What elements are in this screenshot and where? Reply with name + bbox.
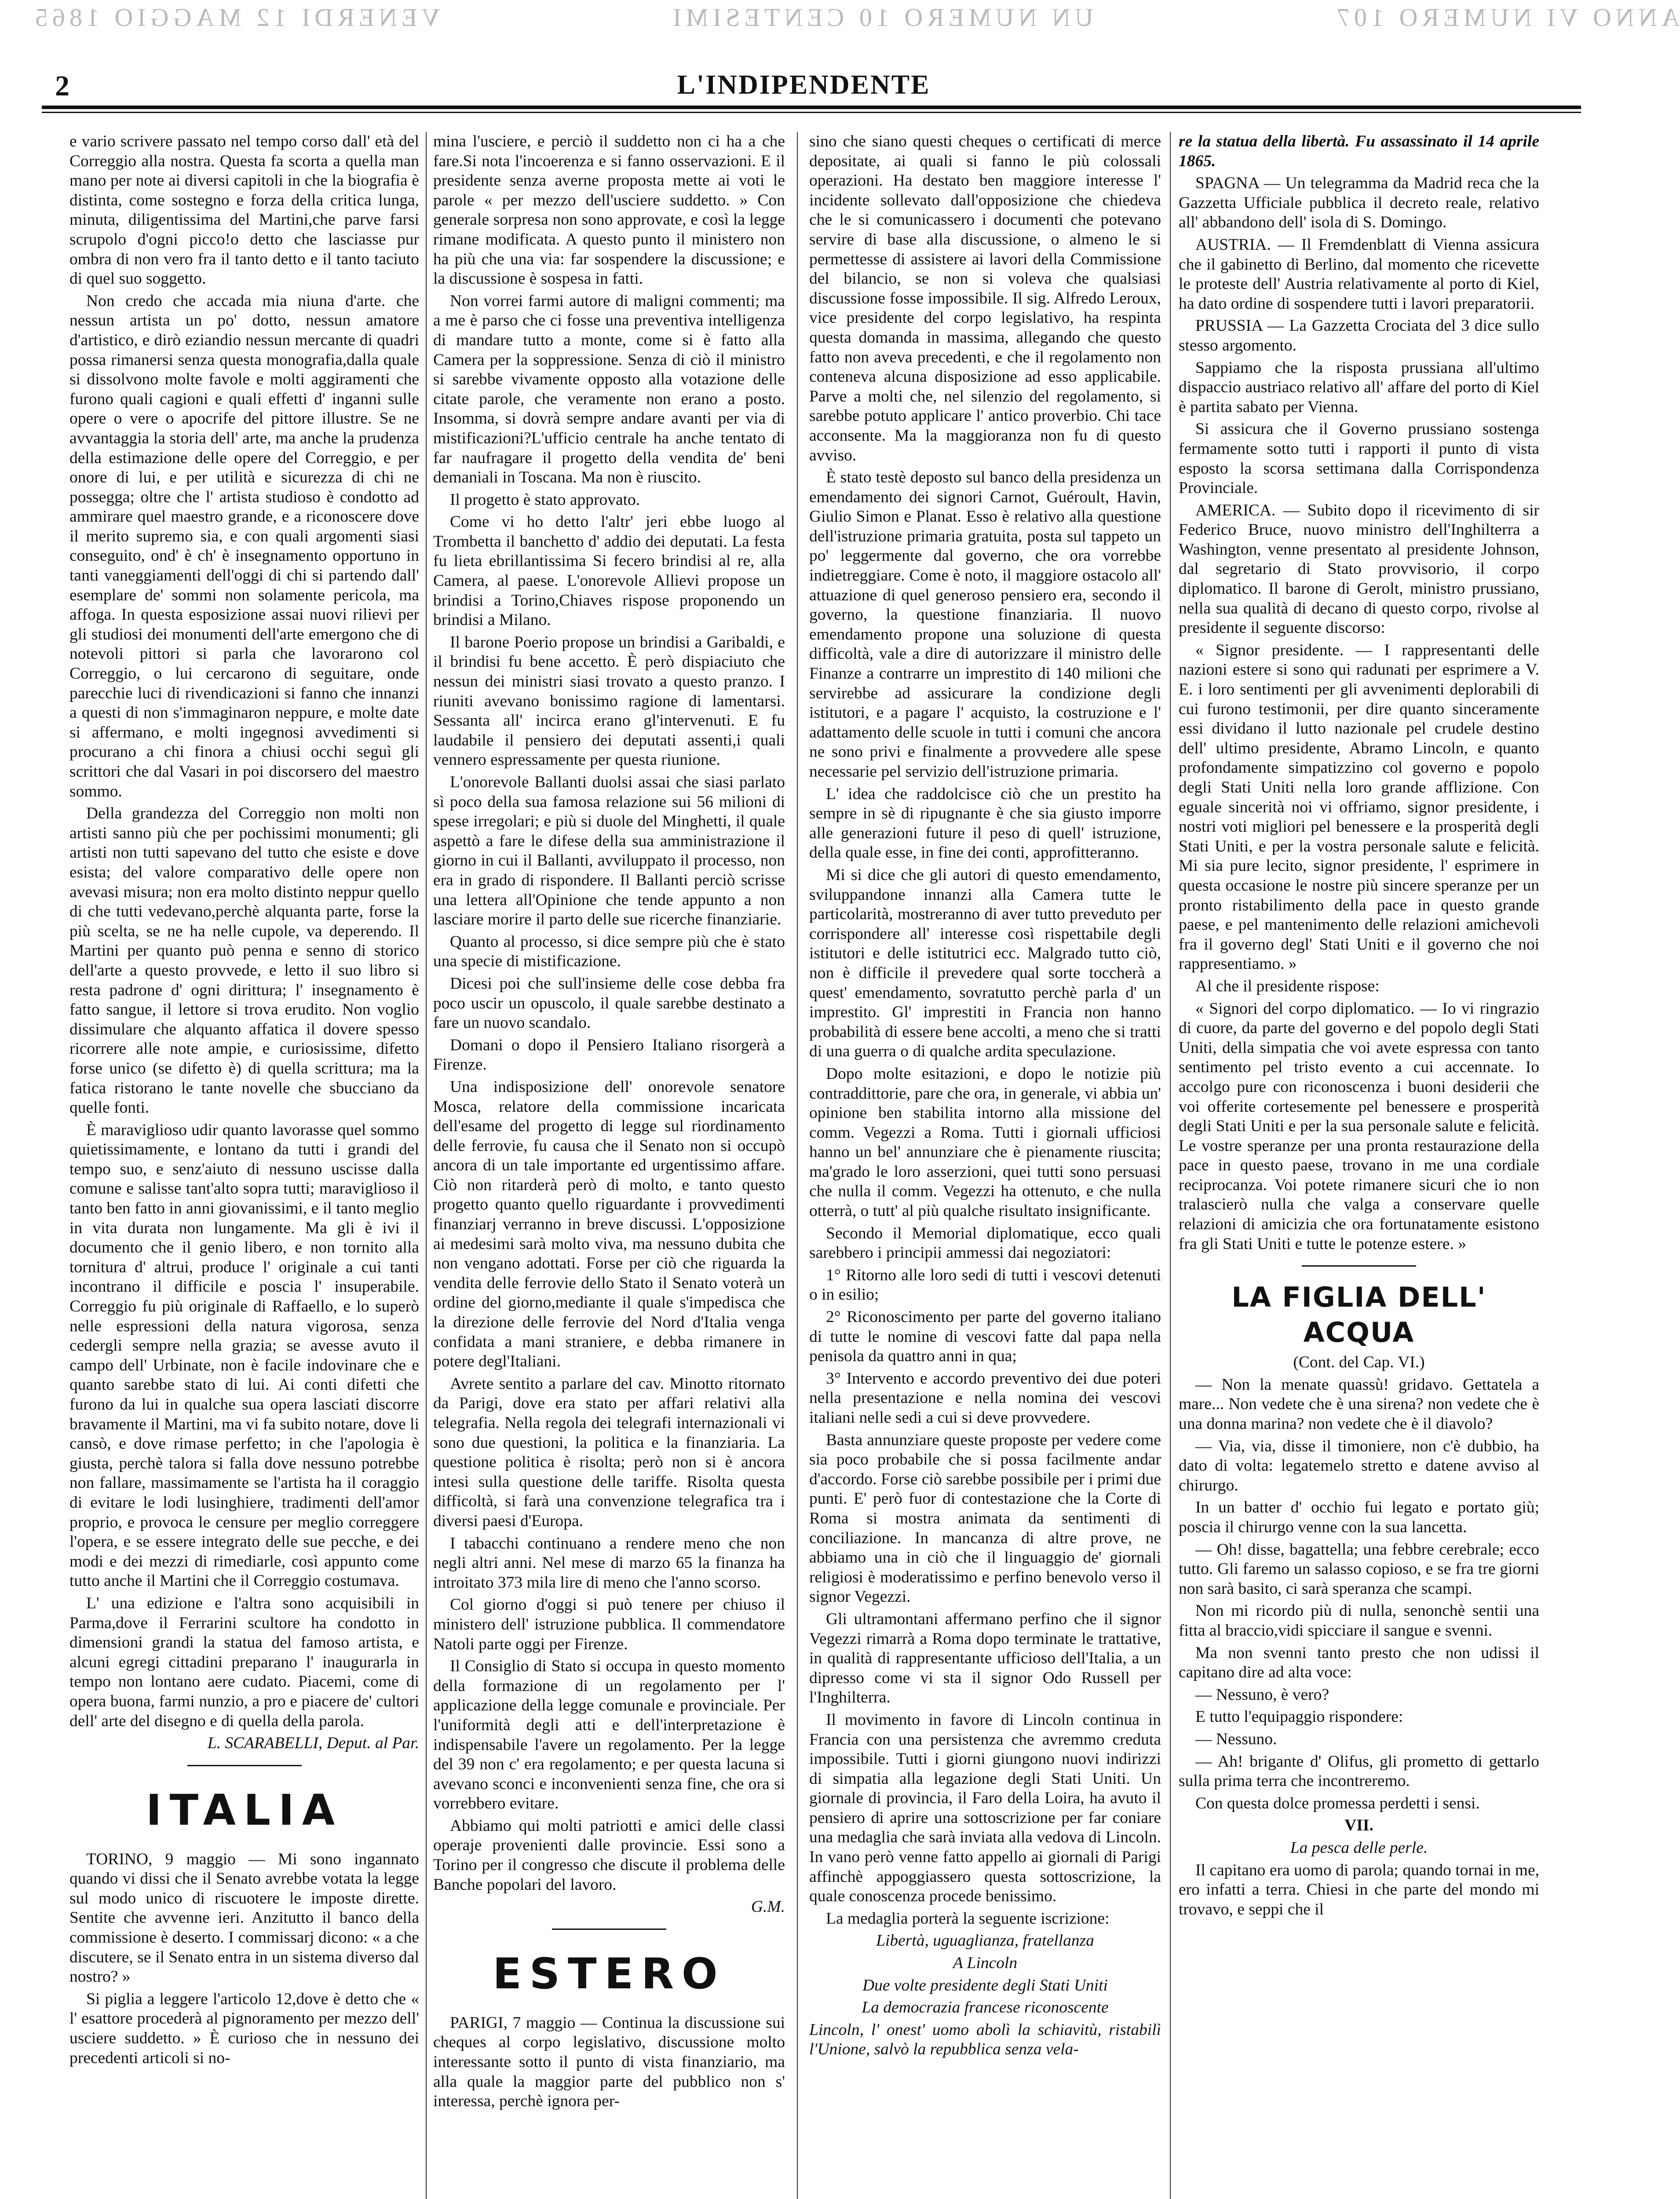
column-1 [69, 132, 419, 2199]
bleed-through-center: UN NUMERO 10 CENTESIMI [668, 3, 1093, 32]
paragraph: È maraviglioso udir quanto lavorasse quel sommo quietissimamente, e lontano da tutti i grandi del tempo suo, e senz'aiuto di nessuno uscisse dalla comune e salisse tant'alto sopra tutti; maraviglioso il tanto ben fatto in anni giovanissimi, e il tanto meglio in vita durata non lungamente. Ma gli è ivi il documento che il genio libero, e non tornito alla tornitura d' altrui, produce l' originale a cui tanti incontrano il difficile e poscia l' insuperabile. Correggio fu più originale di Raffaello, e lo superò nelle espressioni della natura vigorosa, senza cedergli sempre nella grazia; se avesse avuto il campo dell' Urbinate, non è facile indovinare che e quanto sarebbe stato di lui. Ai conti difetti che furono da lui in qualche sua opera lasciati discorre bravamente il Martini, ma vi fa subito notare, dove li cansò, e dove rimase perfetto; in che l'apologia è giusta, perchè talora si falla dove nessuno potrebbe non fallare, massimamente se l'artista ha il coraggio di evitare le lodi lusinghiere, tradimenti dell'amor proprio, e provoca le censure per meglio correggere l'opera, e se essere integrato delle sue pecche, e dei modi e dei mezzi di rimediarle, così appunto come tutto anche il Martini che il Correggio costumava. [69, 1121, 419, 1590]
inscription-line: Libertà, uguaglianza, fratellanza [876, 1932, 1094, 1950]
paragraph: Il capitano era uomo di parola; quando tornai in me, ero infatti a terra. Chiesi in che parte del mondo mi trovavo, e seppi che il [1179, 1861, 1539, 1918]
inscription-line: Due volte presidente degli Stati Uniti [862, 1976, 1108, 1994]
paragraph: « Signori del corpo diplomatico. — Io vi ringrazio di cuore, da parte del governo e del popolo degli Stati Uniti, della simpatia che voi avete espressa con tanto sentimento pel tristo evento a cui accennate. Io accolgo pure con riconoscenza i buoni desiderii che voi offerite cortesemente pel benessere e prosperità degli Stati Uniti e per la sua personale salute e felicità. Le vostre speranze per una pronta restaurazione della pace in questo paese, trovano in me una cordiale reciprocanza. Voi potete rimanere sicuri che io non tralascierò nulla che valga a conservare quelle relazioni di amicizia che ora fortunatamente esistono fra gli Stati Uniti e tutte le potenze estere. » [1179, 999, 1539, 1253]
column-4 [1179, 132, 1539, 2199]
paragraph: Una indisposizione dell' onorevole senatore Mosca, relatore della commissione incaricata dell'esame del progetto di legge sul riordinamento delle ferrovie, fu causa che il Senato non si occupò ancora di un tale importante ed urgentissimo affare. Ciò non ritarderà però di molto, e tanto questo progetto quanto quello riguardante i provvedimenti finanziarj verranno in breve discussi. L'opposizione ai medesimi sarà molto viva, ma nessuno dubita che non vengano adottati. Forse per ciò che riguarda la vendita delle ferrovie dello Stato il Senato voterà un ordine del giorno,mediante il quale s'impedisca che la direzione delle ferrovie del Nord d'Italia venga confidata a mani straniere, e debba rimanere in potere degl'Italiani. [433, 1078, 785, 1371]
header-rule [42, 106, 1581, 109]
column-2 [433, 132, 785, 2199]
paragraph: Quanto al processo, si dice sempre più che è stato una specie di mistificazione. [433, 932, 785, 971]
paragraph: — Nessuno, è vero? [1195, 1685, 1329, 1704]
separator [1302, 1265, 1416, 1267]
paragraph: AUSTRIA. — Il Fremdenblatt di Vienna assicura che il gabinetto di Berlino, dal momento che ricevette le proteste dell' Austria relativamente al porto di Kiel, ha dato ordine di sospendere tutti i lavori preparatorii. [1179, 235, 1539, 313]
paragraph: Col giorno d'oggi si può tenere per chiuso il ministero dell' istruzione pubblica. Il commendatore Natoli parte oggi per Firenze. [433, 1596, 785, 1653]
paragraph: AMERICA. — Subito dopo il ricevimento di sir Federico Bruce, nuovo ministro dell'Inghilterra a Washington, venne presentato al presidente Johnson, dal segretario di Stato provvisorio, il corpo diplomatico. Il barone di Gerolt, ministro prussiano, nella sua qualità di decano di questo corpo, rivolse al presidente il seguente discorso: [1179, 501, 1539, 637]
signature: L. SCARABELLI, Deput. al Par. [207, 1734, 419, 1753]
list-item: 2° Riconoscimento per parte del governo italiano di tutte le nomine di vescovi fatte dal papa nella penisola da quattro anni in qua; [809, 1308, 1161, 1366]
paragraph: Il movimento in favore di Lincoln continua in Francia con una persistenza che avremmo creduta impossibile. Tutti i giorni giungono nuovi indirizzi di simpatia alla legazione degli Stati Uniti. Un giornale di provincia, il Faro della Loira, ha avuto il pensiero di aprire una sottoscrizione per far coniare una medaglia che sarà inviata alla vedova di Lincoln. In vano però venne fatto appello ai giornali di Parigi affinchè appoggiassero questa sottoscrizione, la quale conoscenza procede benissimo. [809, 1710, 1161, 1906]
bleed-through-left: VENERDI 12 MAGGIO 1865 [31, 3, 440, 32]
paragraph: — Non la menate quassù! gridavo. Gettatela a mare... Non vedete che è una sirena? non vedete che è una donna marina? non vedete che è il diavolo? [1179, 1375, 1539, 1433]
paragraph: SPAGNA — Un telegramma da Madrid reca che la Gazzetta Ufficiale pubblica il decreto reale, relativo all' abbandono dell' isola di S. Domingo. [1179, 174, 1539, 232]
chapter-number: VII. [1344, 1816, 1373, 1835]
paragraph: Abbiamo qui molti patriotti e amici delle classi operaje provenienti dalle provincie. Essi sono a Torino per il congresso che discute il problema delle Banche popolari del lavoro. [433, 1816, 785, 1894]
paragraph: Secondo il Memorial diplomatique, ecco quali sarebbero i principii ammessi dai negoziatori: [809, 1224, 1161, 1262]
paragraph: Non credo che accada mia niuna d'arte. che nessun artista un po' dotto, nessun amatore d'artistico, e dirò eziandio nessun mercante di quadri possa rimanersi senza questa monografia,dalla quale si dissolvono molte favole e molti aggiramenti che furono quali cagioni e quali effetti d' inganni sulle opere o vere o apocrife del pittore illustre. Se ne avvantaggia la storia dell' arte, ma anche la prudenza della estimazione delle opere del Correggio, e per onore di lui, e per utilità e sicurezza di chi ne possegga; oltre che l' artista studioso è condotto ad ammirare quel maestro grande, e a riconoscere dove il merito supremo sia, e con quali argomenti siasi conseguito, ond' è ch' è insegnamento opportuno in tanti vaneggiamenti dell'oggi di chi si partendo dall' esemplare de' sommi non solamente pericola, ma affoga. In questa esposizione assai nuovi rilievi per gli studiosi dei monumenti dell'arte emergono che di notevoli pittori si parla che lavorarono col Correggio, o lui cercarono di seguitare, onde parecchie luci di rivendicazioni si fanno che innanzi a questi di non s'immaginaron neppure, e molte date si affermano, e molti ingegnosi avvedimenti si procurano a chi finora a chiusi occhi seguì gli scrittori che dal Vasari in poi discorsero del maestro sommo. [69, 292, 419, 800]
header-rule-thin [42, 112, 1581, 113]
story-subtitle: (Cont. del Cap. VI.) [1293, 1353, 1425, 1372]
list-item: 1° Ritorno alle loro sedi di tutti i vescovi detenuti o in esilio; [809, 1266, 1161, 1304]
signature: G.M. [751, 1898, 785, 1916]
paragraph: Mi si dice che gli autori di questo emendamento, sviluppandone innanzi alla Camera tutte le particolarità, mostreranno di aver tutto preveduto per corrispondere all' interesse così rispettabile degli istitutori e delle istitutrici ecc. Malgrado tutto ciò, non è difficile il prevedere qual sorte toccherà a quest' emendamento, sovratutto perchè parla d' un imprestito. Gl' imprestiti in Francia non hanno probabilità di essere bene accolti, a meno che si tratti di una guerra o di qualche ardita speculazione. [809, 866, 1161, 1061]
paragraph: e vario scrivere passato nel tempo corso dall' età del Correggio alla nostra. Questa fa scorta a quella man mano per note ai diversi capitoli in che la biografia è distinta, come sostegno e forza della critica lunga, minuta, diligentissima del Martini,che parve farsi scrupolo d'ogni picco!o detto che lasciasse pur ombra di non vero fra il tanto detto e il tanto taciuto di quel suo soggetto. [69, 132, 419, 288]
bleed-through-right: ANNO VI NUMERO 107 [1333, 3, 1680, 32]
paragraph: Il progetto è stato approvato. [450, 490, 640, 509]
paragraph: PARIGI, 7 maggio — Continua la discussione sui cheques al corpo legislativo, discussione molto interessante sotto il punto di vista finanziario, ma alla quale la maggior parte del pubblico non s' interessa, perchè ignora per- [433, 2013, 785, 2111]
list-item: 3° Intervento e accordo preventivo dei due poteri nella presentazione e nella nomina dei vescovi italiani nelle sedi a cui si deve provvedere. [809, 1369, 1161, 1427]
paragraph: La medaglia porterà la seguente iscrizione: [826, 1909, 1110, 1928]
column-divider-1 [426, 132, 427, 2199]
newspaper-title: L'INDIPENDENTE [677, 70, 931, 100]
section-heading-estero: ESTERO [493, 1949, 726, 1998]
paragraph: — Oh! disse, bagattella; una febbre cerebrale; ecco tutto. Gli faremo un salasso copioso, e se fra tre giorni non sarà basito, ci sarà speranza che scampi. [1179, 1540, 1539, 1598]
paragraph: « Signor presidente. — I rappresentanti delle nazioni estere si sono qui radunati per esprimere a V. E. i loro sentimenti per gli avvenimenti deplorabili di cui furono testimonii, per dire quanto sinceramente essi dividano il lutto nazionale pel crudele destino dell' ultimo presidente, Abramo Lincoln, e quanto profondamente simpatizzino col governo e popolo degli Stati Uniti nella loro grande afflizione. Con eguale sincerità noi vi offriamo, signor presidente, i nostri voti migliori pel benessere e la prosperità degli Stati Uniti, e per la vostra personale salute e felicità. Mi sia pure lecito, signor presidente, l' esprimere in questa occasione le nostre più sincere speranze per un pronto ristabilimento della pace in questo grande paese, e pel mantenimento delle relazioni amichevoli fra il governo degl' Stati Uniti e il governo che noi rappresentiamo. » [1179, 641, 1539, 973]
paragraph: È stato testè deposto sul banco della presidenza un emendamento dei signori Carnot, Guéroult, Havin, Giulio Simon e Planat. Esso è relativo alla questione dell'istruzione primaria gratuita, posta sul tappeto un po' leggermente dal governo, che ora vorrebbe indietreggiare. Come è noto, il maggiore ostacolo all' attuazione di quel generoso pensiero era, secondo il governo, la questione finanziaria. Il nuovo emendamento propone una soluzione di questa difficoltà, vale a dire di autorizzare il ministro delle Finanze a contrarre un imprestito di 140 milioni che servirebbe ad assicurare la condizione degli istitutori, e a pagare l' acquisto, la costruzione e l' adattamento delle scuole in tutti i comuni che ancora ne sono privi e finalmente a provvedere alle spese necessarie pel servizio dell'istruzione primaria. [809, 468, 1161, 781]
paragraph: Gli ultramontani affermano perfino che il signor Vegezzi rimarrà a Roma dopo terminate le trattative, in qualità di rappresentante ufficioso dell'Italia, a un dipresso come vi sta il signor Odo Russell per l'Inghilterra. [809, 1610, 1161, 1707]
inscription-text: Lincoln, l' onest' uomo abolì la schiavitù, ristabilì l'Unione, salvò la repubblica senza vela- [809, 2020, 1161, 2059]
paragraph: Non vorrei farmi autore di maligni commenti; ma a me è parso che ci fosse una preventiva intelligenza di mandare tutto a monte, come si è fatto alla Camera per la soppressione. Senza di ciò il ministro si sarebbe vivamente opposto alla votazione delle citate parole, che veramente non erano a posto. Insomma, si dovrà sempre andare avanti per via di mistificazioni?L'ufficio centrale ha anche tentato di far naufragare il progetto della vendita de' beni demaniali in Toscana. Ma non è riuscito. [433, 292, 785, 487]
paragraph: Ma non svenni tanto presto che non udissi il capitano dire ad alta voce: [1179, 1644, 1539, 1682]
paragraph: TORINO, 9 maggio — Mi sono ingannato quando vi dissi che il Senato avrebbe votata la legge sul modo unico di riscuotere le imposte dirette. Sentite che avvenne ieri. Anzitutto il banco della commissione è deserto. I commissarj dicono: « a che discutere, se il Senato entra in un sistema diverso dal nostro? » [69, 1850, 419, 1986]
column-divider-2 [797, 132, 798, 2199]
paragraph: Domani o dopo il Pensiero Italiano risorgerà a Firenze. [433, 1036, 785, 1074]
paragraph: — Nessuno. [1195, 1730, 1277, 1748]
paragraph: Si assicura che il Governo prussiano sostenga fermamente sotto tutti i rapporti il punto di vista esposto la scorsa settimana dalla Corrispondenza Provinciale. [1179, 420, 1539, 497]
paragraph: L' idea che raddolcisce ciò che un prestito ha sempre in sè di ripugnante è che sia giusto imporre alle generazioni future il peso di quell' istruzione, della quale esse, in fine dei conti, approfitteranno. [809, 785, 1161, 862]
paragraph: Dicesi poi che sull'insieme delle cose debba fra poco uscir un opuscolo, il quale sarebbe destinato a fare un nuovo scandalo. [433, 974, 785, 1032]
inscription-line: La democrazia francese riconoscente [862, 1998, 1109, 2017]
chapter-title: La pesca delle perle. [1290, 1838, 1428, 1857]
paragraph: Della grandezza del Correggio non molti non artisti sanno più che per pochissimi monumenti; gli artisti non tutti sapevano del tutto che esiste e dove esista; del valore comparativo delle opere non avevasi misura; non era molto distinto neppur quello di che tutti vedevano,perchè alquanta parte, forse la più scelta, se ne ha nelle cupole, va deperendo. Il Martini per quanto può penna e senno di storico dell'arte a questo provvede, e letto il suo libro si resta padrone d' ogni dirittura; l' insegnamento è fatto sangue, il lettore si trova erudito. Non voglio dissimulare che alquanto affatica il dovere spesso ricorrere alle note ampie, e curiosissime, difetto forse unico (se difetto è) di quella scrittura; ma la fatica ristorano le tante novelle che sbucciano da quelle fonti. [69, 804, 419, 1117]
separator [552, 1929, 666, 1930]
paragraph: Con questa dolce promessa perdetti i sensi. [1195, 1794, 1480, 1812]
paragraph: Sappiamo che la risposta prussiana all'ultimo dispaccio austriaco relativo all' affare del porto di Kiel è partita sabato per Vienna. [1179, 358, 1539, 416]
paragraph: L' una edizione e l'altra sono acquisibili in Parma,dove il Ferrarini scultore ha condotto in dimensioni grandi la statua del famoso artista, e alcuni egregi cittadini preparano l' inaugurarla in tempo non lontano aere cudato. Piacemi, come di opera buona, farmi nunzio, a pro e piacere de' cultori dell' arte del disegno e di quella della parola. [69, 1594, 419, 1730]
paragraph: L'onorevole Ballanti duolsi assai che siasi parlato sì poco della sua famosa relazione sui 56 milioni di spese irregolari; e più si duole del Minghetti, il quale aspettò a fare le difese della sua amministrazione il giorno in cui il Ballanti, avviluppato il processo, non era in grado di rispondere. Il Ballanti perciò scrisse una lettera all'Opinione che tende appunto a non lasciare morire il parto delle sue ricerche finanziarie. [433, 773, 785, 929]
paragraph: Il Consiglio di Stato si occupa in questo momento della formazione di un regolamento per l' applicazione della legge comunale e provinciale. Per l'uniformità degli atti e dell'interpretazione è indispensabile l'avere un regolamento. Per la legge del 39 non c' era regolamento; e per questa lacuna si avevano sconci e inconvenienti senza fine, che ora si vorrebbero evitare. [433, 1657, 785, 1813]
paragraph: I tabacchi continuano a rendere meno che non negli altri anni. Nel mese di marzo 65 la finanza ha introitato 373 mila lire di meno che l'anno scorso. [433, 1534, 785, 1592]
paragraph: mina l'usciere, e perciò il suddetto non ci ha a che fare.Si nota l'incoerenza e si fanno osservazioni. E il presidente senza averne proposta mette ai voti le parole « per mezzo dell'usciere suddetto. » Con generale sorpresa non sono approvate, e così la legge rimane modificata. A questo punto il ministero non ha più che una via: far sospendere la discussione; e la discussione è sospesa in fatti. [433, 132, 785, 288]
paragraph: Come vi ho detto l'altr' jeri ebbe luogo al Trombetta il banchetto d' addio dei deputati. La festa fu lieta ebrillantissima Si fecero brindisi al re, alla Camera, al paese. L'onorevole Allievi propose un brindisi a Torino,Chiaves rispose proponendo un brindisi a Milano. [433, 513, 785, 629]
paragraph: Non mi ricordo più di nulla, senonchè sentii una fitta al braccio,vidi spicciare il sangue e svenni. [1179, 1602, 1539, 1640]
paragraph: Si piglia a leggere l'articolo 12,dove è detto che « l' esattore procederà al pignoramento per mezzo dell' usciere suddetto. » È curioso che in nessuno dei precedenti articoli si no- [69, 1990, 419, 2067]
separator [187, 1765, 302, 1766]
page-number: 2 [55, 70, 69, 102]
paragraph: PRUSSIA — La Gazzetta Crociata del 3 dice sullo stesso argomento. [1179, 317, 1539, 354]
inscription-line: A Lincoln [953, 1954, 1018, 1973]
paragraph: sino che siano questi cheques o certificati di merce depositate, ai quali si fanno le più colossali operazioni. Ha destato ben maggiore interesse l' incidente sollevato dall'opposizione che chiedeva che le si comunicassero i documenti che potevano servire di base alla discussione, o almeno le si permettesse di assistere ai lavori della Commissione del bilancio, se non si voleva che qualsiasi discussione fosse impossibile. Il sig. Alfredo Leroux, vice presidente del corpo legislativo, ha respinta questa domanda in massima, allegando che questo fatto non aveva precedenti, e che il regolamento non conteneva alcuna disposizione ad esso applicabile. Parve a molti che, nel silenzio del regolamento, si sarebbe potuto applicare l' antico proverbio. Chi tace acconsente. Ma la maggioranza non fu di questo avviso. [809, 132, 1161, 464]
paragraph: Al che il presidente rispose: [1195, 977, 1380, 995]
paragraph: In un batter d' occhio fui legato e portato giù; poscia il chirurgo venne con la sua lancetta. [1179, 1498, 1539, 1536]
story-title: LA FIGLIA DELL' ACQUA [1231, 1281, 1486, 1349]
column-3 [809, 132, 1161, 2199]
paragraph: — Ah! brigante d' Olifus, gli prometto di gettarlo sulla prima terra che incontreremo. [1179, 1752, 1539, 1790]
paragraph: Basta annunziare queste proposte per vedere come sia poco probabile che si possa facilmente andar d'accordo. Forse ciò sarebbe possibile per i primi due punti. E' però fuor di contestazione che la Corte di Roma si mostra animata da sentimenti di conciliazione. In mancanza di altre prove, ne abbiamo una in ciò che il linguaggio de' giornali religiosi è moderatissimo e perfino benevolo verso il signor Vegezzi. [809, 1431, 1161, 1606]
paragraph: Avrete sentito a parlare del cav. Minotto ritornato da Parigi, dove era stato per affari relativi alla telegrafia. Nella regola dei telegrafi internazionali vi sono due questioni, la politica e la finanziaria. La questione politica è risolta; però non si è ancora intesi sulla questione delle tariffe. Risolta questa difficoltà, si farà una convenzione telegrafica tra i diversi paesi d'Europa. [433, 1374, 785, 1530]
paragraph: — Via, via, disse il timoniere, non c'è dubbio, ha dato di volta: legatemelo stretto e datene avviso al chirurgo. [1179, 1437, 1539, 1494]
paragraph: Il barone Poerio propose un brindisi a Garibaldi, e il brindisi fu bene accetto. È però dispiaciuto che nessun dei ministri siasi trovato a questo pranzo. I riuniti avevano bonissimo ragione di lamentarsi. Sessanta all' incirca erano gl'intervenuti. E fu laudabile il pensiero dei deputati assenti,i quali vennero espressamente per questa riunione. [433, 633, 785, 769]
paragraph: re la statua della libertà. Fu assassinato il 14 aprile 1865. [1179, 132, 1539, 170]
paragraph: Dopo molte esitazioni, e dopo le notizie più contraddittorie, pare che ora, in generale, vi abbia un' opinione ben stabilita intorno alla missione del comm. Vegezzi a Roma. Tutti i giornali ufficiosi hanno un bel' annunziare che è pienamente riuscita; ma'grado le loro asserzioni, quei tutti sono persuasi che nulla il comm. Vegezzi ha ottenuto, e che nulla otterrà, o tutt' al più qualche risultato insignificante. [809, 1064, 1161, 1220]
paragraph: E tutto l'equipaggio rispondere: [1195, 1708, 1403, 1726]
section-heading-italia: ITALIA [146, 1785, 343, 1835]
column-divider-3 [1170, 132, 1171, 2199]
